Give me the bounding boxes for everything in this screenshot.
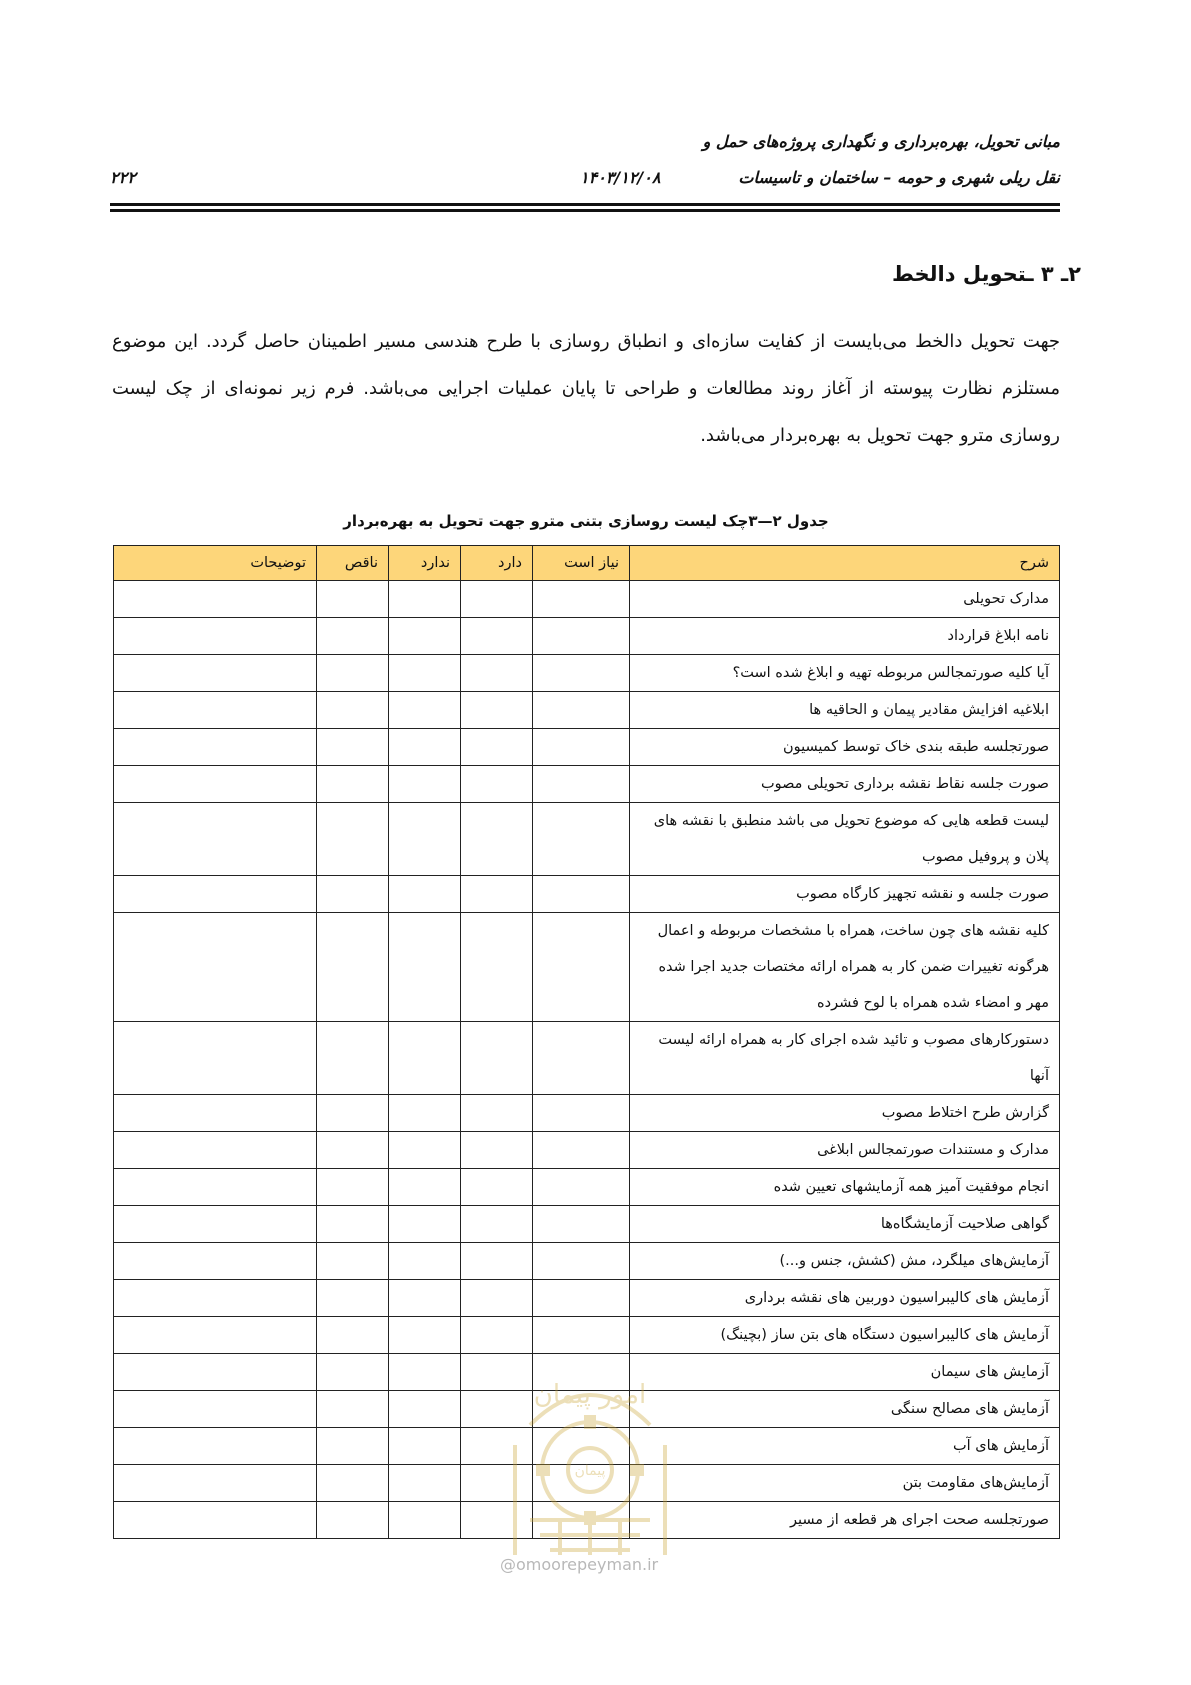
cell-has[interactable] xyxy=(461,729,533,766)
cell-required[interactable] xyxy=(533,913,630,1022)
cell-has-not[interactable] xyxy=(389,876,461,913)
row-description: آزمایش‌های مقاومت بتن xyxy=(630,1465,1060,1502)
cell-required[interactable] xyxy=(533,766,630,803)
cell-has-not[interactable] xyxy=(389,913,461,1022)
cell-notes[interactable] xyxy=(114,913,317,1022)
header-cell-has-not: ندارد xyxy=(389,546,461,581)
cell-has[interactable] xyxy=(461,581,533,618)
cell-notes[interactable] xyxy=(114,876,317,913)
cell-required[interactable] xyxy=(533,1354,630,1391)
cell-notes[interactable] xyxy=(114,581,317,618)
footer-url: @omoorepeyman.ir xyxy=(500,1555,659,1574)
cell-has[interactable] xyxy=(461,913,533,1022)
cell-incomplete[interactable] xyxy=(317,1243,389,1280)
table-row xyxy=(114,729,1060,766)
table-row xyxy=(114,803,1060,876)
cell-incomplete[interactable] xyxy=(317,1428,389,1465)
cell-required[interactable] xyxy=(533,692,630,729)
cell-has[interactable] xyxy=(461,692,533,729)
cell-notes[interactable] xyxy=(114,1095,317,1132)
cell-required[interactable] xyxy=(533,581,630,618)
checklist-table xyxy=(113,545,1060,1539)
cell-has[interactable] xyxy=(461,618,533,655)
cell-has-not[interactable] xyxy=(389,1132,461,1169)
row-description: گواهی صلاحیت آزمایشگاه‌ها xyxy=(630,1206,1060,1243)
table-row xyxy=(114,1095,1060,1132)
cell-has[interactable] xyxy=(461,1502,533,1539)
row-description: آزمایش های کالیبراسیون دوربین های نقشه برداری xyxy=(630,1280,1060,1317)
cell-has[interactable] xyxy=(461,1428,533,1465)
cell-notes[interactable] xyxy=(114,766,317,803)
cell-has-not[interactable] xyxy=(389,1428,461,1465)
cell-has[interactable] xyxy=(461,1169,533,1206)
table-row xyxy=(114,1465,1060,1502)
table-row xyxy=(114,655,1060,692)
table-row xyxy=(114,1502,1060,1539)
table-row xyxy=(114,618,1060,655)
table-row xyxy=(114,692,1060,729)
table-row xyxy=(114,913,1060,1022)
cell-has-not[interactable] xyxy=(389,1354,461,1391)
table-row xyxy=(114,1317,1060,1354)
cell-has[interactable] xyxy=(461,876,533,913)
cell-incomplete[interactable] xyxy=(317,692,389,729)
table-caption: جدول ۲—۳چک لیست روسازی بتنی مترو جهت تحویل به بهره‌بردار xyxy=(343,512,829,530)
cell-has-not[interactable] xyxy=(389,1206,461,1243)
cell-notes[interactable] xyxy=(114,1243,317,1280)
cell-required[interactable] xyxy=(533,803,630,876)
header-title-line1: مبانی تحویل، بهره‌برداری و نگهداری پروژه‌های حمل و xyxy=(702,132,1060,151)
cell-has-not[interactable] xyxy=(389,692,461,729)
cell-has[interactable] xyxy=(461,1280,533,1317)
intro-paragraph: جهت تحویل دالخط می‌بایست از کفایت سازه‌ای و انطباق روسازی با طرح هندسی مسیر اطمینان حاصل گردد. این موضوع مستلزم نظارت پیوسته از آغاز روند مطالعات و طراحی تا پایان عملیات اجرایی می‌باشد. فرم زیر نمونه‌ای از چک لیست روسازی مترو جهت تحویل به بهره‌بردار می‌باشد. xyxy=(112,331,1060,446)
cell-required[interactable] xyxy=(533,655,630,692)
row-description: مدارک تحویلی xyxy=(630,581,1060,618)
cell-notes[interactable] xyxy=(114,692,317,729)
table-header-row xyxy=(114,546,1060,581)
section-heading: ۲ـ ۳ ـتحویل دالخط xyxy=(892,262,1081,286)
cell-required[interactable] xyxy=(533,876,630,913)
cell-required[interactable] xyxy=(533,1169,630,1206)
row-description: نامه ابلاغ قرارداد xyxy=(630,618,1060,655)
header-cell-has: دارد xyxy=(461,546,533,581)
cell-has-not[interactable] xyxy=(389,1280,461,1317)
cell-has-not[interactable] xyxy=(389,1243,461,1280)
cell-incomplete[interactable] xyxy=(317,1022,389,1095)
cell-incomplete[interactable] xyxy=(317,803,389,876)
cell-has-not[interactable] xyxy=(389,729,461,766)
cell-required[interactable] xyxy=(533,1243,630,1280)
row-description: آزمایش های آب xyxy=(630,1428,1060,1465)
cell-has-not[interactable] xyxy=(389,1317,461,1354)
cell-has[interactable] xyxy=(461,1243,533,1280)
cell-has[interactable] xyxy=(461,1354,533,1391)
header-date: ۱۴۰۳/۱۲/۰۸ xyxy=(580,168,661,187)
table-row xyxy=(114,1391,1060,1428)
table-row xyxy=(114,1132,1060,1169)
cell-has[interactable] xyxy=(461,1317,533,1354)
cell-notes[interactable] xyxy=(114,1132,317,1169)
row-description: صورتجلسه طبقه بندی خاک توسط کمیسیون xyxy=(630,729,1060,766)
cell-incomplete[interactable] xyxy=(317,1095,389,1132)
row-description: صورت جلسه نقاط نقشه برداری تحویلی مصوب xyxy=(630,766,1060,803)
cell-has-not[interactable] xyxy=(389,1022,461,1095)
cell-has[interactable] xyxy=(461,1391,533,1428)
row-description: ابلاغیه افزایش مقادیر پیمان و الحاقیه ها xyxy=(630,692,1060,729)
cell-has[interactable] xyxy=(461,1465,533,1502)
header-cell-required: نیاز است xyxy=(533,546,630,581)
cell-incomplete[interactable] xyxy=(317,581,389,618)
cell-notes[interactable] xyxy=(114,1465,317,1502)
row-description: لیست قطعه هایی که موضوع تحویل می باشد منطبق با نقشه های پلان و پروفیل مصوب xyxy=(630,803,1060,876)
header-divider xyxy=(110,203,1060,212)
table-row xyxy=(114,1206,1060,1243)
cell-notes[interactable] xyxy=(114,1169,317,1206)
cell-notes[interactable] xyxy=(114,1391,317,1428)
cell-incomplete[interactable] xyxy=(317,1354,389,1391)
cell-incomplete[interactable] xyxy=(317,1317,389,1354)
cell-notes[interactable] xyxy=(114,1317,317,1354)
cell-has[interactable] xyxy=(461,803,533,876)
cell-required[interactable] xyxy=(533,1280,630,1317)
header-cell-incomplete: ناقص xyxy=(317,546,389,581)
cell-incomplete[interactable] xyxy=(317,1502,389,1539)
cell-has-not[interactable] xyxy=(389,1502,461,1539)
cell-has[interactable] xyxy=(461,1206,533,1243)
cell-incomplete[interactable] xyxy=(317,618,389,655)
cell-required[interactable] xyxy=(533,729,630,766)
row-description: آزمایش های سیمان xyxy=(630,1354,1060,1391)
watermark-text: امور پیمان xyxy=(533,1380,647,1410)
cell-incomplete[interactable] xyxy=(317,1280,389,1317)
row-description: انجام موفقیت آمیز همه آزمایشهای تعیین شده xyxy=(630,1169,1060,1206)
cell-incomplete[interactable] xyxy=(317,1206,389,1243)
cell-notes[interactable] xyxy=(114,1502,317,1539)
cell-has-not[interactable] xyxy=(389,1465,461,1502)
cell-incomplete[interactable] xyxy=(317,1465,389,1502)
cell-required[interactable] xyxy=(533,1095,630,1132)
cell-has-not[interactable] xyxy=(389,655,461,692)
cell-has-not[interactable] xyxy=(389,1391,461,1428)
cell-required[interactable] xyxy=(533,618,630,655)
row-description: دستورکارهای مصوب و تائید شده اجرای کار به همراه ارائه لیست آنها xyxy=(630,1022,1060,1095)
cell-has[interactable] xyxy=(461,655,533,692)
cell-has[interactable] xyxy=(461,1022,533,1095)
watermark-subtext: پیمان xyxy=(574,1463,606,1479)
header-cell-description: شرح xyxy=(630,546,1060,581)
table-row xyxy=(114,1022,1060,1095)
cell-required[interactable] xyxy=(533,1502,630,1539)
cell-notes[interactable] xyxy=(114,803,317,876)
cell-notes[interactable] xyxy=(114,655,317,692)
cell-incomplete[interactable] xyxy=(317,655,389,692)
cell-incomplete[interactable] xyxy=(317,876,389,913)
row-description: مدارک و مستندات صورتمجالس ابلاغی xyxy=(630,1132,1060,1169)
cell-has-not[interactable] xyxy=(389,581,461,618)
table-row xyxy=(114,1428,1060,1465)
cell-incomplete[interactable] xyxy=(317,1169,389,1206)
cell-notes[interactable] xyxy=(114,1354,317,1391)
row-description: صورت جلسه و نقشه تجهیز کارگاه مصوب xyxy=(630,876,1060,913)
cell-has-not[interactable] xyxy=(389,618,461,655)
cell-notes[interactable] xyxy=(114,1428,317,1465)
cell-required[interactable] xyxy=(533,1317,630,1354)
row-description: آزمایش های کالیبراسیون دستگاه های بتن ساز (بچینگ) xyxy=(630,1317,1060,1354)
cell-notes[interactable] xyxy=(114,618,317,655)
cell-notes[interactable] xyxy=(114,1280,317,1317)
table-row xyxy=(114,766,1060,803)
cell-has-not[interactable] xyxy=(389,1095,461,1132)
cell-required[interactable] xyxy=(533,1132,630,1169)
cell-incomplete[interactable] xyxy=(317,913,389,1022)
table-row xyxy=(114,1280,1060,1317)
table-row xyxy=(114,1354,1060,1391)
table-row xyxy=(114,1169,1060,1206)
cell-notes[interactable] xyxy=(114,729,317,766)
cell-notes[interactable] xyxy=(114,1206,317,1243)
cell-required[interactable] xyxy=(533,1022,630,1095)
cell-incomplete[interactable] xyxy=(317,766,389,803)
header-title-line2: نقل ریلی شهری و حومه – ساختمان و تاسیسات xyxy=(738,168,1060,187)
row-description: آیا کلیه صورتمجالس مربوطه تهیه و ابلاغ شده است؟ xyxy=(630,655,1060,692)
cell-has[interactable] xyxy=(461,766,533,803)
cell-has[interactable] xyxy=(461,1132,533,1169)
checklist-body xyxy=(114,581,1060,1539)
cell-has[interactable] xyxy=(461,1095,533,1132)
row-description: آزمایش های مصالح سنگی xyxy=(630,1391,1060,1428)
row-description: کلیه نقشه های چون ساخت، همراه با مشخصات مربوطه و اعمال هرگونه تغییرات ضمن کار به همراه ارائه مختصات جدید اجرا شده مهر و امضاء شده همراه با لوح فشرده xyxy=(630,913,1060,1022)
cell-required[interactable] xyxy=(533,1206,630,1243)
cell-incomplete[interactable] xyxy=(317,1391,389,1428)
cell-has-not[interactable] xyxy=(389,1169,461,1206)
cell-notes[interactable] xyxy=(114,1022,317,1095)
header-cell-notes: توضیحات xyxy=(114,546,317,581)
cell-required[interactable] xyxy=(533,1428,630,1465)
cell-incomplete[interactable] xyxy=(317,729,389,766)
row-description: آزمایش‌های میلگرد، مش (کشش، جنس و...) xyxy=(630,1243,1060,1280)
cell-incomplete[interactable] xyxy=(317,1132,389,1169)
cell-has-not[interactable] xyxy=(389,803,461,876)
row-description: صورتجلسه صحت اجرای هر قطعه از مسیر xyxy=(630,1502,1060,1539)
cell-has-not[interactable] xyxy=(389,766,461,803)
row-description: گزارش طرح اختلاط مصوب xyxy=(630,1095,1060,1132)
table-row xyxy=(114,581,1060,618)
table-row xyxy=(114,876,1060,913)
cell-required[interactable] xyxy=(533,1391,630,1428)
page-number: ۲۲۲ xyxy=(110,168,136,187)
cell-required[interactable] xyxy=(533,1465,630,1502)
table-row xyxy=(114,1243,1060,1280)
